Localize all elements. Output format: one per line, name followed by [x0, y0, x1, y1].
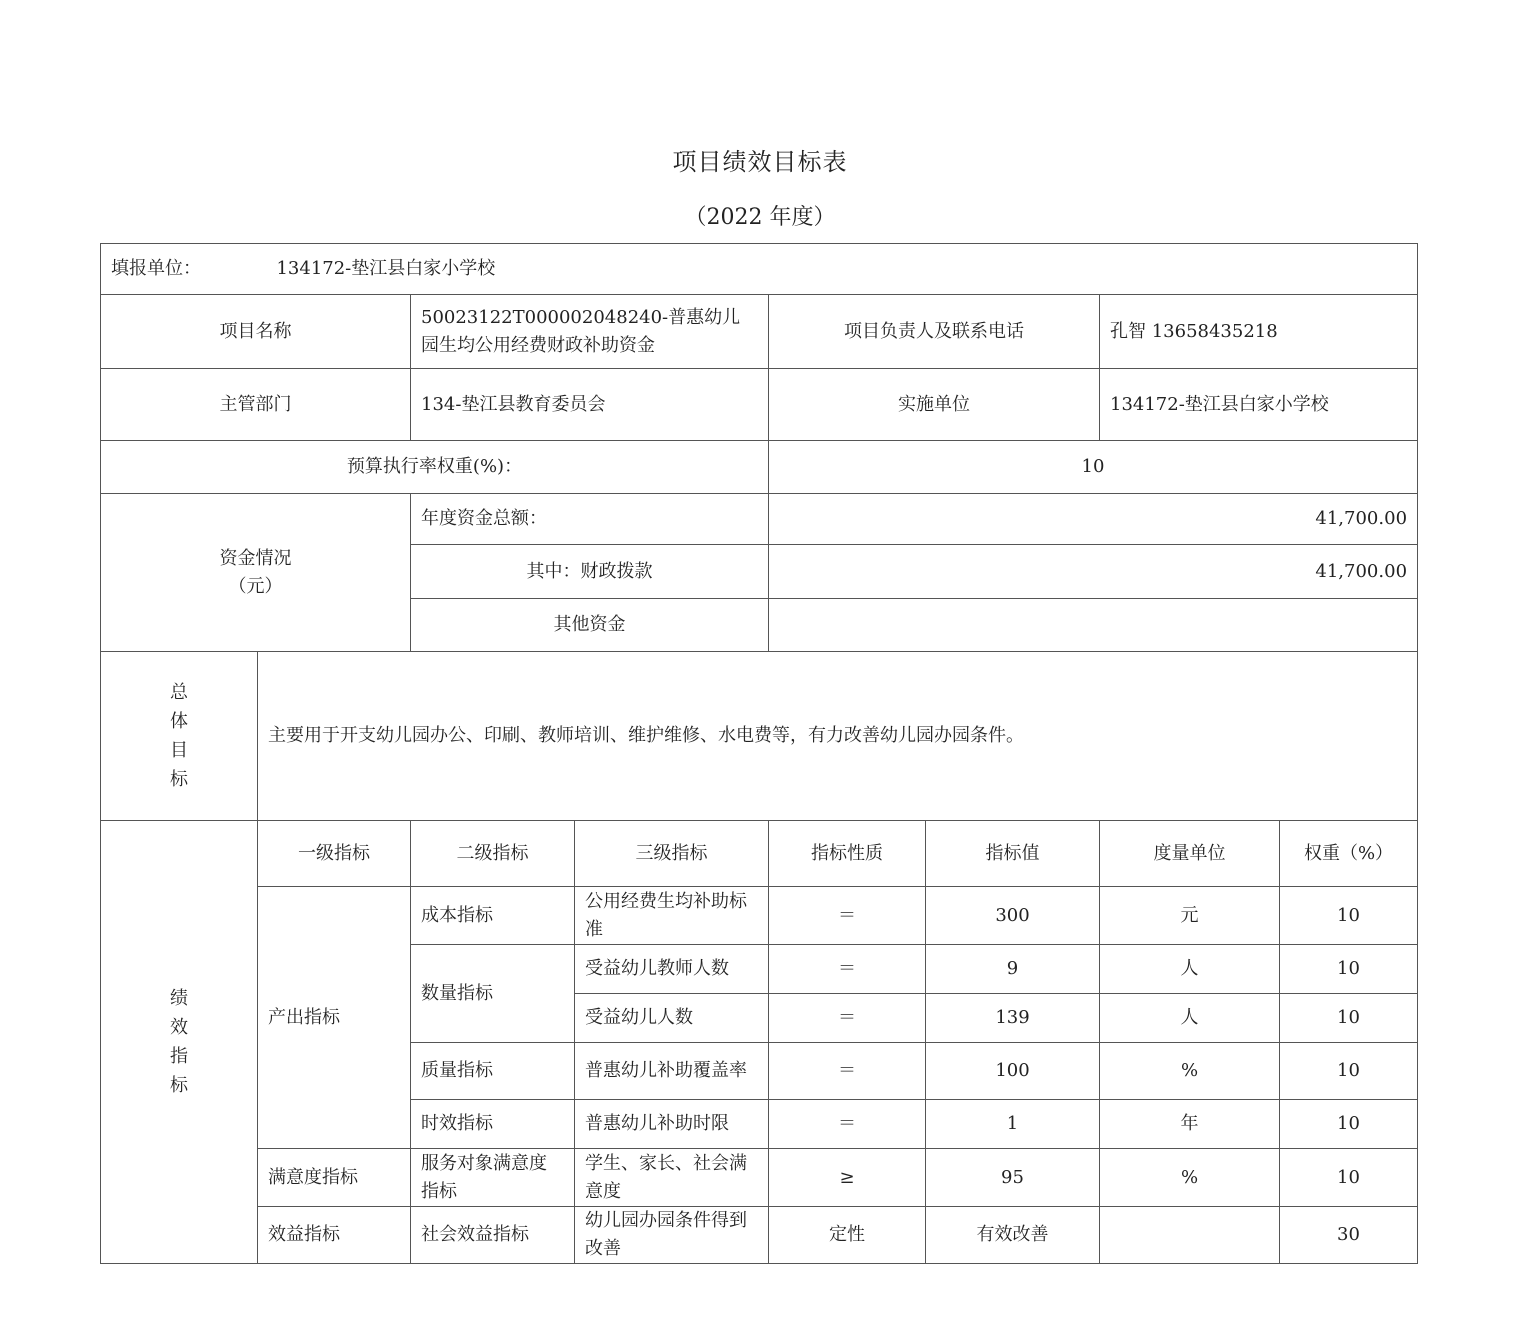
nature-cell: ＝	[769, 1043, 926, 1100]
overall-goal-label	[101, 652, 258, 821]
unit-cell: 年	[1100, 1100, 1280, 1149]
weight-cell: 10	[1280, 945, 1418, 994]
value-cell: 95	[926, 1149, 1100, 1207]
dept-label: 主管部门	[101, 369, 411, 441]
value-cell: 9	[926, 945, 1100, 994]
overall-goal-char: 目	[170, 740, 188, 761]
dept-value: 134-垫江县教育委员会	[411, 369, 769, 441]
unit-cell: %	[1100, 1149, 1280, 1207]
fiscal-funds-label: 其中：财政拨款	[411, 545, 769, 599]
level3-cell: 受益幼儿人数	[575, 994, 769, 1043]
funds-label	[101, 494, 411, 652]
page-subtitle: （2022 年度）	[684, 205, 836, 230]
level3-cell: 普惠幼儿补助时限	[575, 1100, 769, 1149]
indicators-char: 效	[170, 1017, 188, 1038]
overall-goal-char: 总	[170, 682, 188, 703]
level3-cell: 幼儿园办园条件得到改善	[575, 1207, 769, 1264]
weight-cell: 10	[1280, 887, 1418, 945]
level3-cell: 普惠幼儿补助覆盖率	[575, 1043, 769, 1100]
reporting-unit-value: 134172-垫江县白家小学校	[276, 258, 496, 279]
funds-label-line2: （元）	[228, 575, 283, 597]
indicators-char: 绩	[170, 988, 188, 1009]
weight-cell: 10	[1280, 1043, 1418, 1100]
col-header-level2: 二级指标	[411, 821, 575, 887]
nature-cell: ＝	[769, 887, 926, 945]
col-header-nature: 指标性质	[769, 821, 926, 887]
level2-social: 社会效益指标	[411, 1207, 575, 1264]
project-name-value: 50023122T000002048240-普惠幼儿园生均公用经费财政补助资金	[411, 295, 769, 369]
total-funds-value: 41,700.00	[769, 494, 1418, 545]
impl-unit-value: 134172-垫江县白家小学校	[1100, 369, 1418, 441]
level2-service: 服务对象满意度指标	[411, 1149, 575, 1207]
value-cell: 有效改善	[926, 1207, 1100, 1264]
level2-quantity: 数量指标	[411, 945, 575, 1043]
other-funds-label: 其他资金	[411, 599, 769, 652]
weight-cell: 10	[1280, 1149, 1418, 1207]
budget-weight-value: 10	[769, 441, 1418, 494]
value-cell: 1	[926, 1100, 1100, 1149]
col-header-value: 指标值	[926, 821, 1100, 887]
overall-goal-char: 体	[170, 711, 188, 732]
level1-output: 产出指标	[258, 887, 411, 1149]
level3-cell: 学生、家长、社会满意度	[575, 1149, 769, 1207]
level2-quality: 质量指标	[411, 1043, 575, 1100]
nature-cell: ≥	[769, 1149, 926, 1207]
table-row	[101, 1207, 1418, 1264]
value-cell: 139	[926, 994, 1100, 1043]
indicators-char: 指	[170, 1046, 188, 1067]
level3-cell: 受益幼儿教师人数	[575, 945, 769, 994]
funds-label-line1: 资金情况	[219, 547, 292, 569]
table-row	[101, 1149, 1418, 1207]
col-header-unit: 度量单位	[1100, 821, 1280, 887]
level2-cost: 成本指标	[411, 887, 575, 945]
col-header-weight: 权重（%）	[1280, 821, 1418, 887]
performance-target-table	[100, 243, 1418, 1264]
budget-weight-label: 预算执行率权重(%)：	[101, 441, 769, 494]
nature-cell: 定性	[769, 1207, 926, 1264]
unit-cell	[1100, 1207, 1280, 1264]
fiscal-funds-value: 41,700.00	[769, 545, 1418, 599]
col-header-level3: 三级指标	[575, 821, 769, 887]
level1-benefit: 效益指标	[258, 1207, 411, 1264]
contact-label: 项目负责人及联系电话	[769, 295, 1100, 369]
project-name-label: 项目名称	[101, 295, 411, 369]
reporting-unit-label: 填报单位：	[111, 258, 201, 279]
reporting-unit-cell	[101, 244, 1418, 295]
contact-value: 孔智 13658435218	[1100, 295, 1418, 369]
page-title: 项目绩效目标表	[672, 148, 848, 176]
value-cell: 100	[926, 1043, 1100, 1100]
level2-timeliness: 时效指标	[411, 1100, 575, 1149]
unit-cell: 元	[1100, 887, 1280, 945]
col-header-level1: 一级指标	[258, 821, 411, 887]
indicators-label	[101, 821, 258, 1264]
level1-satisfaction: 满意度指标	[258, 1149, 411, 1207]
level3-cell: 公用经费生均补助标准	[575, 887, 769, 945]
weight-cell: 10	[1280, 994, 1418, 1043]
unit-cell: %	[1100, 1043, 1280, 1100]
table-row	[101, 887, 1418, 945]
unit-cell: 人	[1100, 945, 1280, 994]
value-cell: 300	[926, 887, 1100, 945]
total-funds-label: 年度资金总额：	[411, 494, 769, 545]
nature-cell: ＝	[769, 994, 926, 1043]
overall-goal-text: 主要用于开支幼儿园办公、印刷、教师培训、维护维修、水电费等，有力改善幼儿园办园条件。	[258, 652, 1418, 821]
other-funds-value	[769, 599, 1418, 652]
nature-cell: ＝	[769, 945, 926, 994]
indicators-char: 标	[170, 1075, 188, 1096]
weight-cell: 10	[1280, 1100, 1418, 1149]
overall-goal-char: 标	[170, 769, 188, 790]
weight-cell: 30	[1280, 1207, 1418, 1264]
nature-cell: ＝	[769, 1100, 926, 1149]
unit-cell: 人	[1100, 994, 1280, 1043]
impl-unit-label: 实施单位	[769, 369, 1100, 441]
